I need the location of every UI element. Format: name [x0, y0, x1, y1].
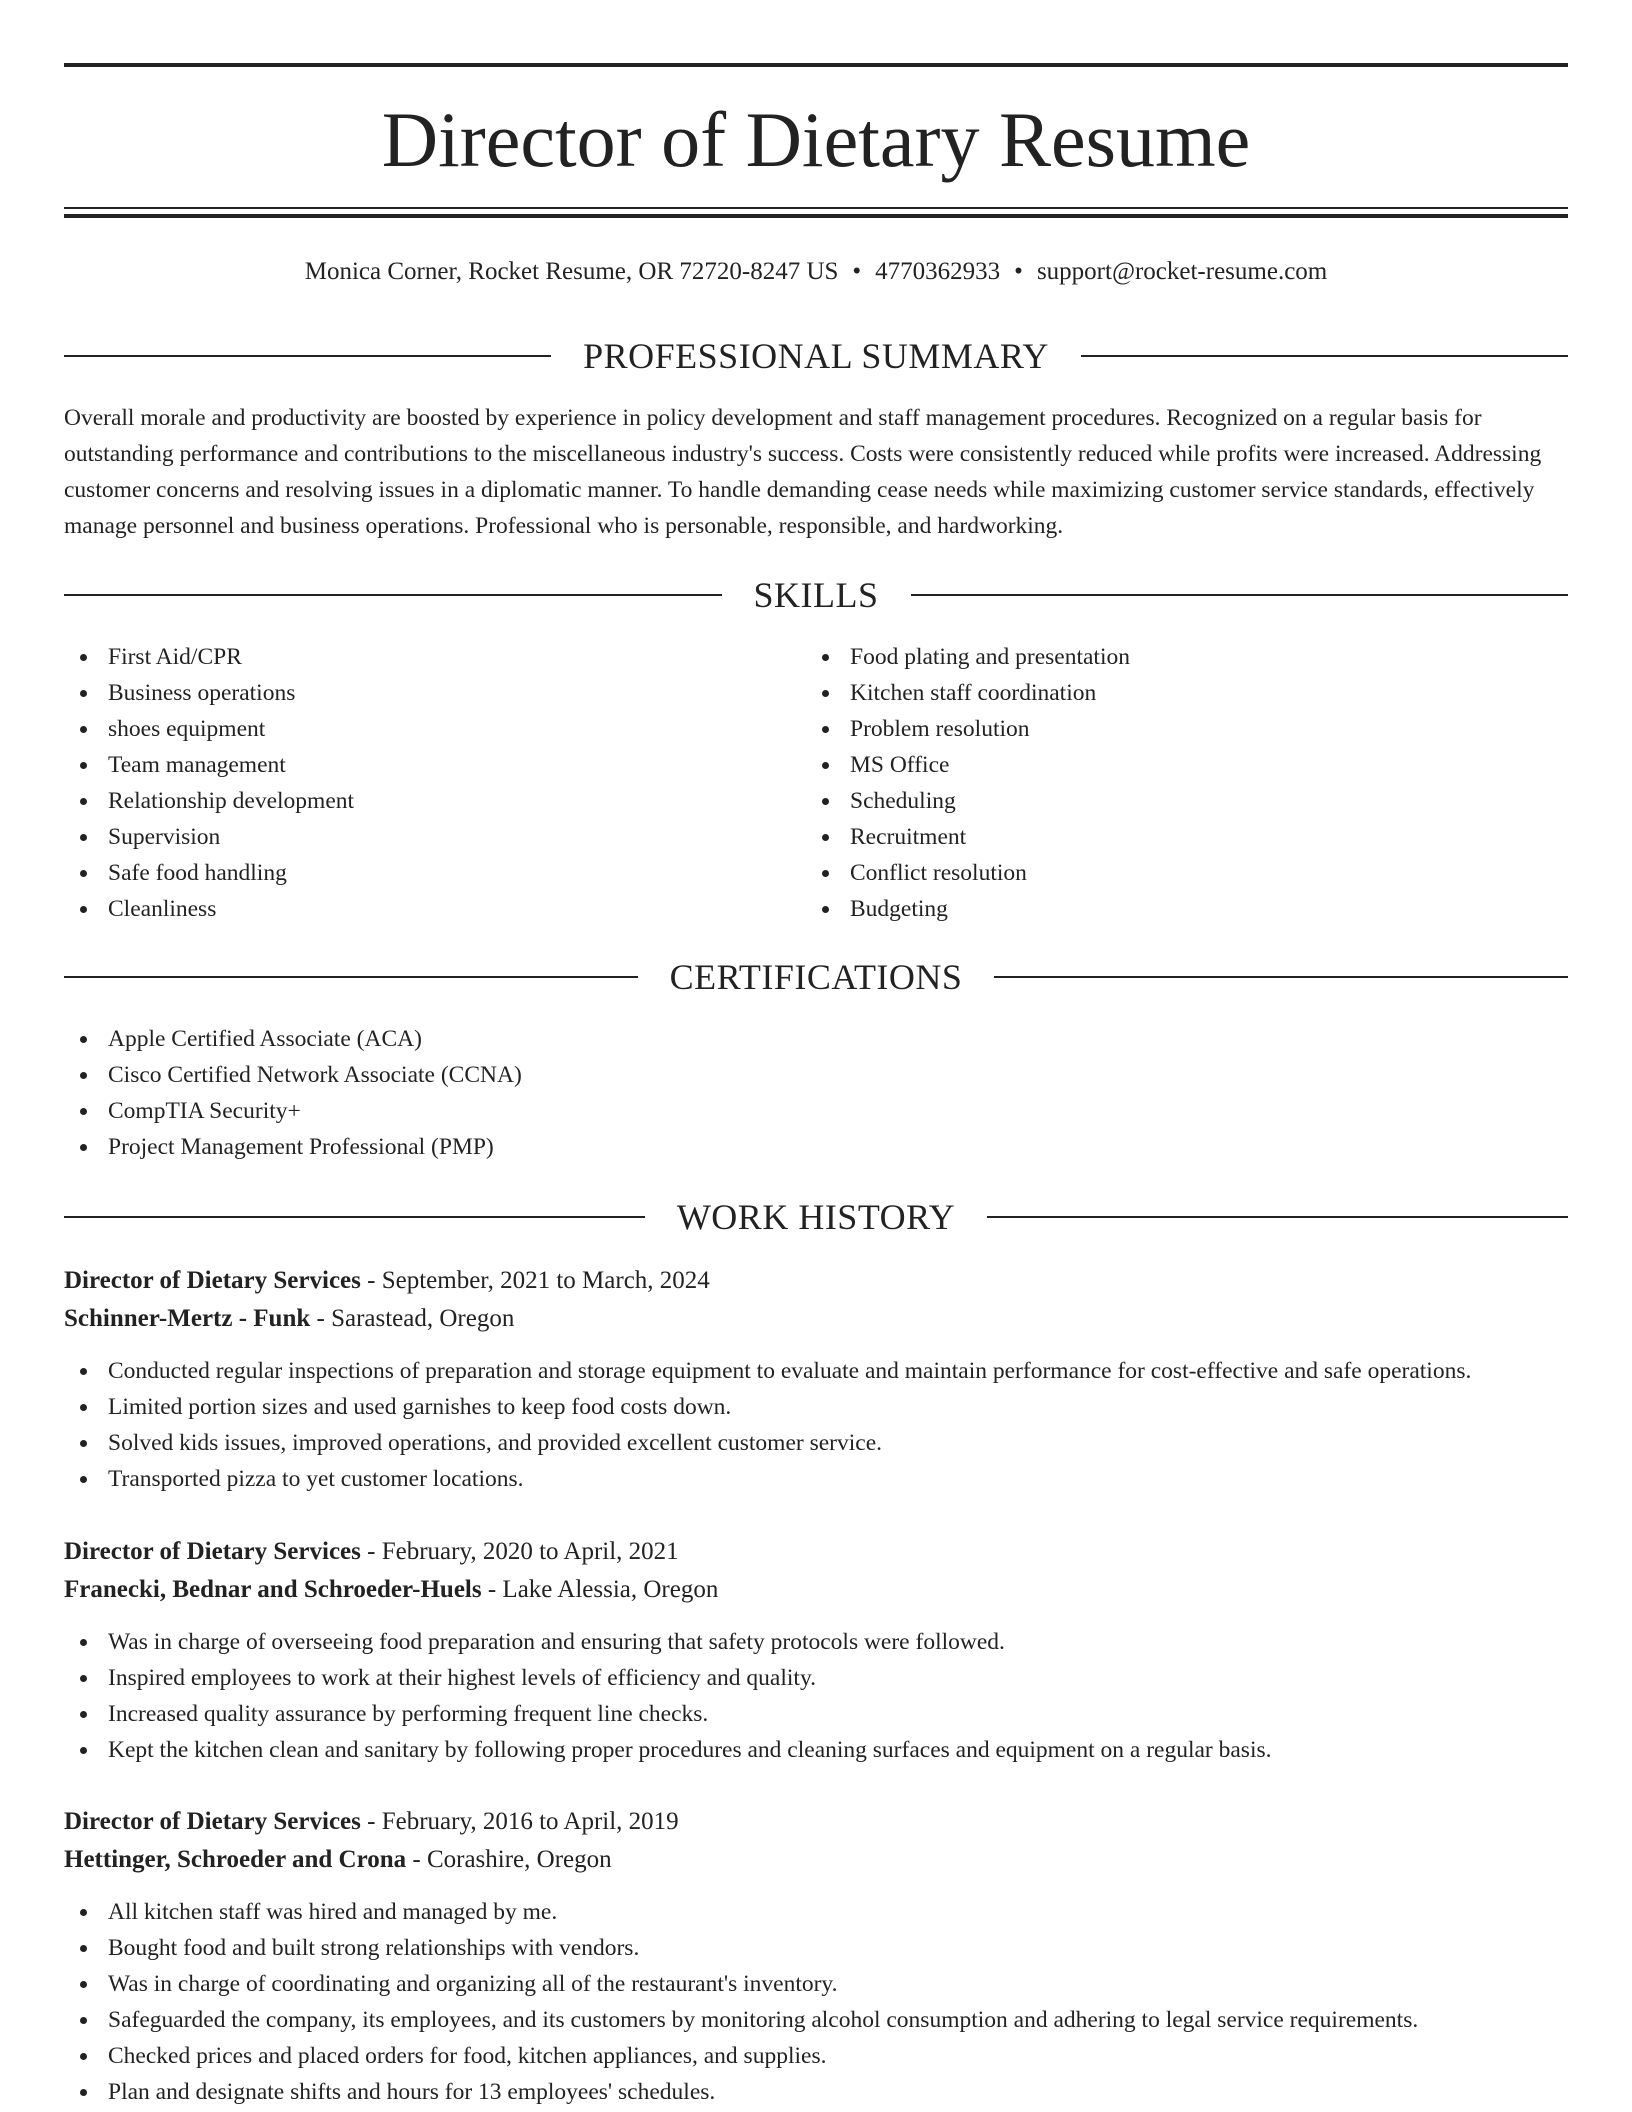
section-rule	[64, 1216, 645, 1218]
skill-item: Recruitment	[806, 819, 1506, 855]
skill-item: MS Office	[806, 747, 1506, 783]
job-title-line	[64, 1803, 1568, 1841]
skill-item: Food plating and presentation	[806, 639, 1506, 675]
section-rule	[911, 594, 1569, 596]
contact-address: Monica Corner, Rocket Resume, OR 72720-8247 US	[304, 258, 839, 285]
section-rule	[64, 594, 722, 596]
skill-item: Budgeting	[806, 891, 1506, 927]
job-company: Hettinger, Schroeder and Crona	[64, 1846, 407, 1873]
job-bullet: Plan and designate shifts and hours for 13 employees' schedules.	[64, 2074, 1568, 2110]
section-rule	[994, 976, 1568, 978]
title-double-rule	[64, 207, 1568, 218]
skill-item: Safe food handling	[64, 855, 764, 891]
summary-text: Overall morale and productivity are boosted by experience in policy development and staff management procedures. Recognized on a regular basis for outstanding performance and contributions to the miscellaneous industry's success. Costs were consistently reduced while profits were increased. Addressing customer concerns and resolving issues in a diplomatic manner. To handle demanding cease needs while maximizing customer service standards, effectively manage personnel and business operations. Professional who is personable, responsible, and hardworking.	[64, 405, 1542, 539]
section-rule	[64, 976, 638, 978]
job-bullet: Kept the kitchen clean and sanitary by following proper procedures and cleaning surfaces and equipment on a regular basis.	[64, 1732, 1568, 1768]
section-rule	[64, 355, 551, 357]
skill-item: Relationship development	[64, 783, 764, 819]
skill-item: Kitchen staff coordination	[806, 675, 1506, 711]
job-title-line	[64, 1262, 1568, 1300]
section-title-skills: SKILLS	[753, 575, 879, 615]
top-rule	[64, 63, 1568, 67]
skill-item: Cleanliness	[64, 891, 764, 927]
section-title-work-history: WORK HISTORY	[676, 1197, 956, 1237]
page-title: Director of Dietary Resume	[381, 96, 1251, 183]
job-location: - Lake Alessia, Oregon	[481, 1576, 719, 1603]
job-bullet: Was in charge of overseeing food preparation and ensuring that safety protocols were followed.	[64, 1624, 1568, 1660]
job-title-line	[64, 1533, 1568, 1571]
job-bullet: Inspired employees to work at their highest levels of efficiency and quality.	[64, 1660, 1568, 1696]
skill-item: Supervision	[64, 819, 764, 855]
certification-item: CompTIA Security+	[64, 1093, 1568, 1129]
job-company: Schinner-Mertz - Funk	[64, 1305, 311, 1332]
contact-line	[64, 256, 1568, 288]
skills-column-left	[64, 639, 764, 927]
skills-column-right	[806, 639, 1506, 927]
section-rule	[987, 1216, 1568, 1218]
skill-item: First Aid/CPR	[64, 639, 764, 675]
job-dates: - February, 2016 to April, 2019	[360, 1808, 679, 1835]
certification-item: Cisco Certified Network Associate (CCNA)	[64, 1057, 1568, 1093]
skill-item: Problem resolution	[806, 711, 1506, 747]
skill-item: Team management	[64, 747, 764, 783]
contact-email: support@rocket-resume.com	[1036, 258, 1328, 285]
job-bullets	[64, 1624, 1568, 1768]
section-header-skills	[64, 573, 1568, 617]
skill-item: Conflict resolution	[806, 855, 1506, 891]
skill-item: Business operations	[64, 675, 764, 711]
job-title: Director of Dietary Services	[64, 1808, 361, 1835]
section-title-summary: PROFESSIONAL SUMMARY	[583, 336, 1049, 376]
job-company-line	[64, 1571, 1568, 1609]
section-header-work-history	[64, 1195, 1568, 1239]
job-location: - Corashire, Oregon	[406, 1846, 612, 1873]
section-header-certifications	[64, 955, 1568, 999]
job-bullet: Safeguarded the company, its employees, and its customers by monitoring alcohol consumption and adhering to legal service requirements.	[64, 2002, 1568, 2038]
job-bullet: Bought food and built strong relationships with vendors.	[64, 1930, 1568, 1966]
job-bullets	[64, 1894, 1568, 2110]
job-entry	[64, 1262, 1568, 1497]
job-bullets	[64, 1353, 1568, 1497]
skills-list-left	[64, 639, 764, 927]
contact-separator: •	[852, 258, 862, 285]
skill-item: Scheduling	[806, 783, 1506, 819]
certifications-block	[64, 1021, 1568, 1165]
section-title-certifications: CERTIFICATIONS	[669, 957, 963, 997]
skills-list-right	[806, 639, 1506, 927]
job-dates: - September, 2021 to March, 2024	[360, 1267, 710, 1294]
job-bullet: Transported pizza to yet customer locations.	[64, 1461, 1568, 1497]
certifications-list	[64, 1021, 1568, 1165]
job-location: - Sarastead, Oregon	[310, 1305, 515, 1332]
section-rule	[1081, 355, 1568, 357]
job-entry	[64, 1533, 1568, 1768]
job-bullet: Conducted regular inspections of preparation and storage equipment to evaluate and maintain performance for cost-effective and safe operations.	[64, 1353, 1568, 1389]
contact-phone: 4770362933	[875, 258, 1001, 285]
section-header-summary	[64, 334, 1568, 378]
job-bullet: Increased quality assurance by performing frequent line checks.	[64, 1696, 1568, 1732]
job-bullet: All kitchen staff was hired and managed by me.	[64, 1894, 1568, 1930]
job-company-line	[64, 1841, 1568, 1879]
contact-separator: •	[1014, 258, 1023, 285]
job-entry	[64, 1803, 1568, 2110]
job-bullet: Was in charge of coordinating and organizing all of the restaurant's inventory.	[64, 1966, 1568, 2002]
job-title: Director of Dietary Services	[64, 1267, 361, 1294]
job-company: Franecki, Bednar and Schroeder-Huels	[64, 1576, 482, 1603]
job-company-line	[64, 1300, 1568, 1338]
job-bullet: Solved kids issues, improved operations, and provided excellent customer service.	[64, 1425, 1568, 1461]
certification-item: Project Management Professional (PMP)	[64, 1129, 1568, 1165]
job-title: Director of Dietary Services	[64, 1538, 361, 1565]
skill-item: shoes equipment	[64, 711, 764, 747]
job-dates: - February, 2020 to April, 2021	[360, 1538, 679, 1565]
job-bullet: Limited portion sizes and used garnishes to keep food costs down.	[64, 1389, 1568, 1425]
job-bullet: Checked prices and placed orders for food, kitchen appliances, and supplies.	[64, 2038, 1568, 2074]
certification-item: Apple Certified Associate (ACA)	[64, 1021, 1568, 1057]
